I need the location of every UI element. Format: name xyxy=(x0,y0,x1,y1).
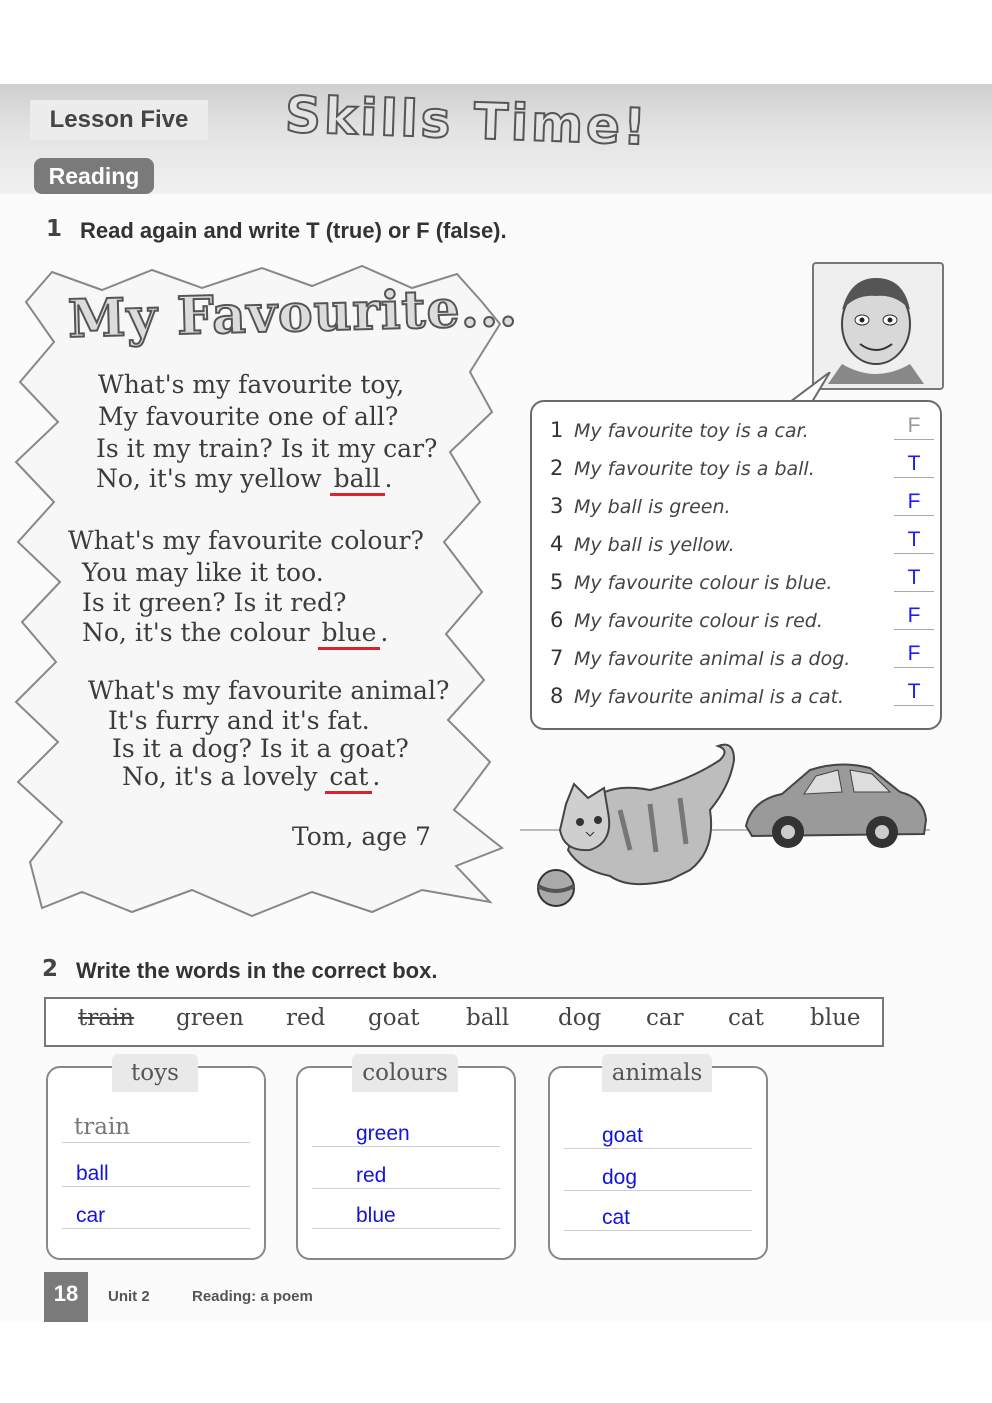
statement-row xyxy=(550,452,930,486)
answer-line[interactable] xyxy=(312,1194,500,1229)
statement-text: My ball is yellow. xyxy=(574,534,735,556)
statement-text: My favourite colour is red. xyxy=(574,610,823,632)
boy-face-icon xyxy=(814,264,938,384)
answer-line[interactable] xyxy=(62,1152,250,1187)
statement-number: 3 xyxy=(550,494,564,518)
poem-line: What's my favourite animal? xyxy=(88,676,450,705)
answer-line[interactable] xyxy=(312,1154,500,1189)
statement-row xyxy=(550,528,930,562)
poem-line-punct: . xyxy=(380,618,389,647)
written-answer: red xyxy=(356,1164,387,1187)
poem-signature: Tom, age 7 xyxy=(292,822,431,851)
animals-box xyxy=(548,1060,768,1260)
poem-line-text: No, it's my yellow xyxy=(96,464,322,493)
poem-line: Is it a dog? Is it a goat? xyxy=(112,734,409,763)
cat-ball-car-illustration xyxy=(520,740,940,920)
poem-line: What's my favourite colour? xyxy=(68,526,424,555)
statement-number: 5 xyxy=(550,570,564,594)
statement-row xyxy=(550,414,930,448)
statements-box xyxy=(530,400,942,730)
poem-answer-word: cat xyxy=(325,762,372,794)
toys-box xyxy=(46,1060,266,1260)
cat-icon xyxy=(560,745,734,885)
answer-field[interactable]: F xyxy=(894,414,934,440)
written-answer: car xyxy=(76,1204,106,1227)
statement-text: My favourite animal is a cat. xyxy=(574,686,845,708)
answer-field[interactable]: T xyxy=(894,680,934,706)
written-answer: green xyxy=(356,1122,410,1145)
word-bank-item: goat xyxy=(368,1005,420,1031)
lesson-label: Lesson Five xyxy=(30,100,208,140)
page-title: Skills Time! xyxy=(284,85,650,157)
footer-unit: Unit 2 xyxy=(108,1288,150,1305)
statement-number: 8 xyxy=(550,684,564,708)
page-number: 18 xyxy=(44,1272,88,1322)
statement-row xyxy=(550,490,930,524)
footer-topic: Reading: a poem xyxy=(192,1288,313,1305)
word-bank-item: cat xyxy=(728,1005,764,1031)
colours-box xyxy=(296,1060,516,1260)
poem-line xyxy=(82,618,388,650)
poem-line: Is it my train? Is it my car? xyxy=(96,434,438,463)
written-answer: goat xyxy=(602,1124,643,1147)
poem-line: What's my favourite toy, xyxy=(98,370,405,399)
poem-line: My favourite one of all? xyxy=(98,402,399,431)
word-bank-item: blue xyxy=(810,1005,861,1031)
section-tab: Reading xyxy=(34,158,154,194)
box-label: toys xyxy=(112,1054,198,1092)
written-answer: cat xyxy=(602,1206,631,1229)
answer-line[interactable] xyxy=(564,1156,752,1191)
answer-field[interactable]: F xyxy=(894,604,934,630)
answer-line[interactable] xyxy=(564,1114,752,1149)
statement-row xyxy=(550,642,930,676)
poem-line: You may like it too. xyxy=(82,558,324,587)
statement-text: My favourite toy is a car. xyxy=(574,420,809,442)
statement-number: 7 xyxy=(550,646,564,670)
word-bank-item: dog xyxy=(558,1005,602,1031)
ball-icon xyxy=(538,870,574,906)
poem-line-punct: . xyxy=(384,464,393,493)
exercise-1-number: 1 xyxy=(46,216,63,242)
statement-text: My favourite animal is a dog. xyxy=(574,648,851,670)
statement-row xyxy=(550,604,930,638)
written-answer: ball xyxy=(76,1162,109,1185)
poem-answer-word: blue xyxy=(318,618,381,650)
answer-field[interactable]: T xyxy=(894,566,934,592)
word-bank-item: green xyxy=(176,1005,244,1031)
word-bank-item: red xyxy=(286,1005,326,1031)
statement-row xyxy=(550,566,930,600)
answer-field[interactable]: F xyxy=(894,490,934,516)
statement-number: 6 xyxy=(550,608,564,632)
written-answer: dog xyxy=(602,1166,638,1189)
word-bank-item: ball xyxy=(466,1005,510,1031)
exercise-2-instruction: Write the words in the correct box. xyxy=(76,958,438,983)
answer-line[interactable] xyxy=(62,1194,250,1229)
box-label: colours xyxy=(352,1054,458,1092)
word-bank xyxy=(44,997,884,1047)
statement-text: My favourite toy is a ball. xyxy=(574,458,815,480)
poem-line: It's furry and it's fat. xyxy=(108,706,370,735)
poem-title: My Favourite... xyxy=(67,277,519,350)
poem-answer-word: ball xyxy=(330,464,385,496)
answer-line[interactable] xyxy=(312,1112,500,1147)
answer-field[interactable]: F xyxy=(894,642,934,668)
statement-text: My ball is green. xyxy=(574,496,731,518)
word-bank-item: train xyxy=(78,1005,135,1031)
poem-line-text: No, it's a lovely xyxy=(122,762,318,791)
written-answer: blue xyxy=(356,1204,396,1227)
box-label: animals xyxy=(602,1054,712,1092)
answer-line xyxy=(62,1108,250,1143)
example-word: train xyxy=(74,1114,131,1140)
exercise-1-instruction: Read again and write T (true) or F (false). xyxy=(80,218,507,243)
word-bank-item: car xyxy=(646,1005,684,1031)
exercise-2-number: 2 xyxy=(42,956,59,982)
poem-line xyxy=(122,762,380,794)
poem-line-text: No, it's the colour xyxy=(82,618,310,647)
statement-row xyxy=(550,680,930,714)
statement-number: 2 xyxy=(550,456,564,480)
statement-number: 1 xyxy=(550,418,564,442)
poem-line-punct: . xyxy=(372,762,381,791)
answer-field[interactable]: T xyxy=(894,528,934,554)
answer-line[interactable] xyxy=(564,1196,752,1231)
car-icon xyxy=(746,764,926,848)
boy-portrait xyxy=(812,262,944,390)
statement-text: My favourite colour is blue. xyxy=(574,572,833,594)
answer-field[interactable]: T xyxy=(894,452,934,478)
poem-line: Is it green? Is it red? xyxy=(82,588,347,617)
statement-number: 4 xyxy=(550,532,564,556)
poem-line xyxy=(96,464,392,496)
